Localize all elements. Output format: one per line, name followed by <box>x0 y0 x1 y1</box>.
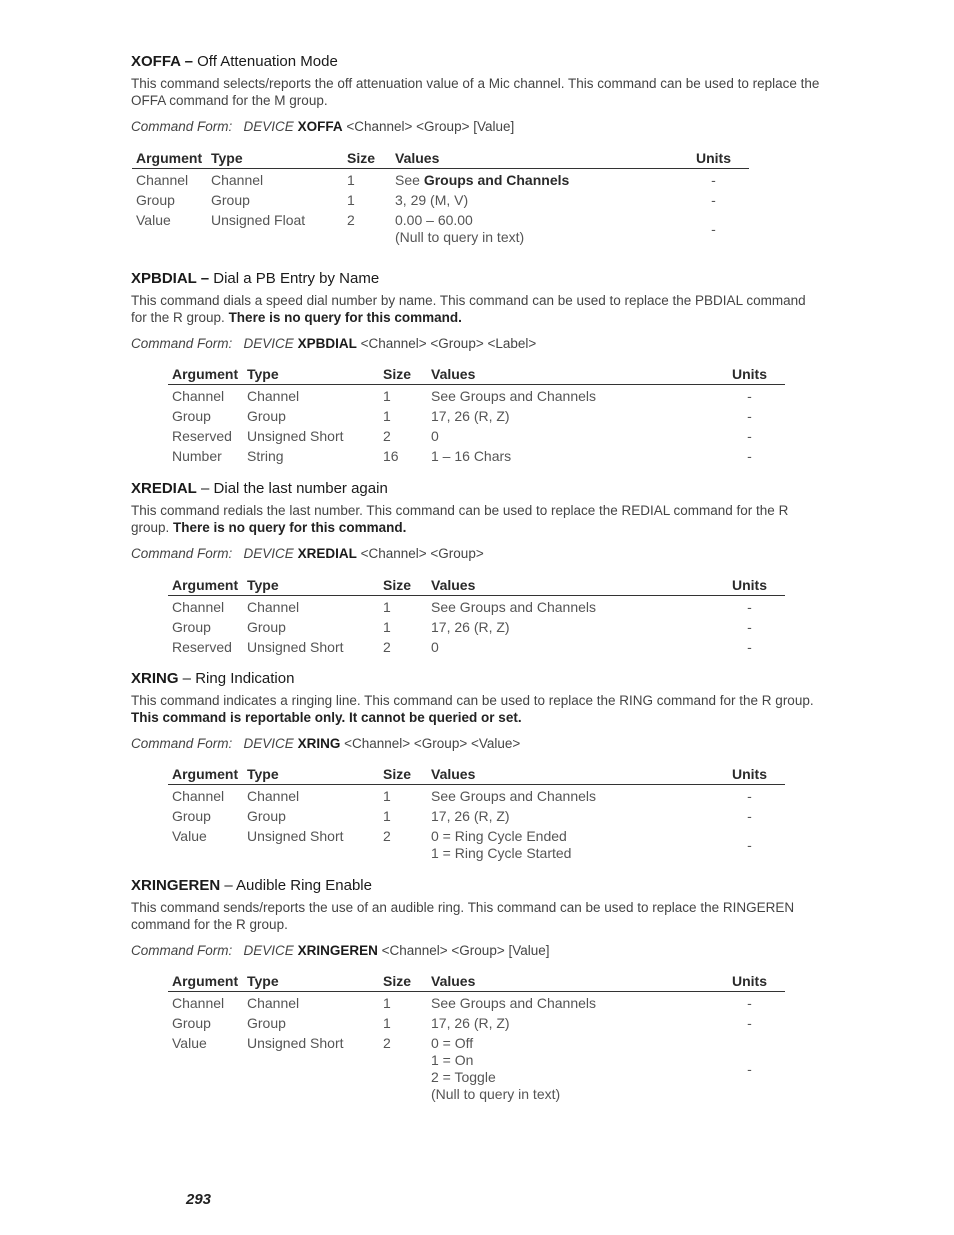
cell-size: 1 <box>383 599 391 615</box>
header-size: Size <box>379 577 427 596</box>
cell-units: - <box>747 836 752 853</box>
cell-argument: Value <box>172 1035 207 1051</box>
section-xringeren <box>131 877 831 959</box>
cell-argument: Group <box>172 808 211 824</box>
header-values: Values <box>391 150 674 169</box>
title-separator: – <box>178 670 196 687</box>
cell-values: See Groups and Channels <box>431 788 596 804</box>
command-form-device: DEVICE <box>243 119 294 134</box>
header-values: Values <box>427 366 710 385</box>
cell-values: See Groups and Channels <box>431 388 596 404</box>
cell-units: - <box>711 220 716 237</box>
cell-size: 1 <box>383 619 391 635</box>
header-values: Values <box>427 766 710 785</box>
header-argument: Argument <box>168 366 243 385</box>
command-form-args: <Channel> <Group> <Label> <box>360 336 537 351</box>
section-description <box>131 292 821 326</box>
cell-argument: Group <box>172 1015 211 1031</box>
table-row <box>168 785 785 809</box>
header-values: Values <box>427 577 710 596</box>
cell-size: 2 <box>347 212 355 228</box>
cell-type: Unsigned Short <box>247 1035 344 1051</box>
cell-units: - <box>747 808 752 824</box>
cell-type: Channel <box>247 388 300 404</box>
command-form-label: Command Form: <box>131 119 233 134</box>
header-size: Size <box>343 150 391 169</box>
header-argument: Argument <box>132 150 207 169</box>
argument-table-xredial <box>168 577 785 659</box>
command-form <box>131 942 831 959</box>
header-type: Type <box>243 973 379 992</box>
cell-type: Group <box>247 408 286 424</box>
cell-values: 17, 26 (R, Z) <box>431 1015 510 1031</box>
cell-size: 1 <box>347 172 355 188</box>
cell-argument: Group <box>172 408 211 424</box>
argument-table-xring <box>168 766 785 865</box>
command-form-args: <Channel> <Group> [Value] <box>381 943 550 958</box>
cell-values: 1 – 16 Chars <box>431 448 512 464</box>
command-form-command: XRING <box>297 736 341 751</box>
command-form-command: XREDIAL <box>297 546 357 561</box>
value-line: 2 = Toggle <box>431 1069 496 1085</box>
cell-type: Group <box>247 808 286 824</box>
header-units: Units <box>710 766 785 785</box>
table-row <box>132 169 749 193</box>
value-line: 0 = Off <box>431 1035 474 1051</box>
cell-type: String <box>247 448 284 464</box>
cell-units: - <box>747 388 752 404</box>
cell-size: 1 <box>383 388 391 404</box>
cell-argument: Number <box>172 448 222 464</box>
command-form-device: DEVICE <box>243 943 294 958</box>
table-row <box>168 385 785 409</box>
table-row <box>168 1035 785 1106</box>
command-form <box>131 735 831 752</box>
command-name: XOFFA <box>131 53 181 70</box>
cell-units: - <box>747 619 752 635</box>
cell-values: See Groups and Channels <box>431 995 596 1011</box>
cell-type: Unsigned Short <box>247 639 344 655</box>
cell-size: 16 <box>383 448 399 464</box>
table-row <box>168 428 785 448</box>
command-form-command: XPBDIAL <box>297 336 357 351</box>
header-argument: Argument <box>168 766 243 785</box>
description-note: There is no query for this command. <box>228 310 462 325</box>
command-form <box>131 118 831 135</box>
cell-size: 1 <box>383 788 391 804</box>
table-header-row <box>168 366 785 385</box>
header-type: Type <box>243 577 379 596</box>
title-separator: – <box>196 270 214 287</box>
command-form-device: DEVICE <box>243 736 294 751</box>
header-argument: Argument <box>168 577 243 596</box>
section-title <box>131 270 831 288</box>
cell-argument: Channel <box>172 599 225 615</box>
section-title <box>131 670 831 688</box>
command-form-args: <Channel> <Group> <Value> <box>344 736 521 751</box>
value-line: 1 = On <box>431 1052 474 1068</box>
cell-units: - <box>747 639 752 655</box>
cell-units: - <box>747 448 752 464</box>
header-units: Units <box>710 973 785 992</box>
header-size: Size <box>379 973 427 992</box>
cell-type: Channel <box>247 599 300 615</box>
table-row <box>168 808 785 828</box>
header-type: Type <box>207 150 343 169</box>
command-form-args: <Channel> <Group> <box>360 546 484 561</box>
cell-size: 2 <box>383 428 391 444</box>
table-row <box>168 639 785 659</box>
table-row <box>132 192 749 212</box>
title-separator: – <box>220 877 237 894</box>
command-form <box>131 545 831 562</box>
table-row <box>132 212 749 249</box>
description-note: There is no query for this command. <box>173 520 407 535</box>
cell-size: 1 <box>383 995 391 1011</box>
header-size: Size <box>379 766 427 785</box>
command-form-args: <Channel> <Group> [Value] <box>346 119 515 134</box>
cell-type: Channel <box>247 788 300 804</box>
description-text: This command redials the last number. This command can be used to replace the REDIAL command for the R group. <box>131 503 789 535</box>
cell-type: Unsigned Short <box>247 428 344 444</box>
header-size: Size <box>379 366 427 385</box>
cell-type: Channel <box>211 172 264 188</box>
command-subtitle: Off Attenuation Mode <box>197 53 338 70</box>
description-text: This command dials a speed dial number by name. This command can be used to replace the PBDIAL command for the R group. <box>131 293 806 325</box>
argument-table-xringeren <box>168 973 785 1106</box>
command-name: XREDIAL <box>131 480 197 497</box>
command-name: XRING <box>131 670 179 687</box>
cell-values <box>427 1035 710 1106</box>
table-row <box>168 828 785 865</box>
section-title <box>131 480 831 498</box>
title-separator: – <box>180 53 198 70</box>
table-row <box>168 619 785 639</box>
section-description <box>131 502 821 536</box>
section-xring <box>131 670 831 752</box>
command-form-device: DEVICE <box>243 546 294 561</box>
section-description <box>131 692 821 726</box>
argument-table-xoffa <box>132 150 749 249</box>
table-header-row <box>168 766 785 785</box>
command-form <box>131 335 831 352</box>
cell-argument: Group <box>172 619 211 635</box>
page-number: 293 <box>186 1191 212 1208</box>
cell-units: - <box>747 995 752 1011</box>
table-header-row <box>132 150 749 169</box>
cell-type: Group <box>211 192 250 208</box>
cell-type: Channel <box>247 995 300 1011</box>
command-name: XRINGEREN <box>131 877 221 894</box>
title-separator: – <box>196 480 214 497</box>
header-argument: Argument <box>168 973 243 992</box>
cell-values: 3, 29 (M, V) <box>395 192 469 208</box>
command-subtitle: Dial a PB Entry by Name <box>213 270 380 287</box>
value-line: 0 = Ring Cycle Ended <box>431 828 567 844</box>
cell-units: - <box>711 192 716 208</box>
cell-units: - <box>747 1060 752 1077</box>
cell-values: See Groups and Channels <box>395 172 570 188</box>
cell-argument: Channel <box>172 788 225 804</box>
cell-values: 0 <box>431 428 439 444</box>
command-form-label: Command Form: <box>131 943 233 958</box>
description-text: This command selects/reports the off attenuation value of a Mic channel. This command can be used to replace the OFFA command for the M group. <box>131 76 820 108</box>
section-xoffa <box>131 53 831 135</box>
cell-argument: Channel <box>136 172 189 188</box>
description-text: This command indicates a ringing line. This command can be used to replace the RING command for the R group. <box>131 693 814 708</box>
cell-units: - <box>747 788 752 804</box>
cell-units: - <box>747 1015 752 1031</box>
table-row <box>168 1015 785 1035</box>
value-line: 0.00 – 60.00 <box>395 212 473 228</box>
header-type: Type <box>243 366 379 385</box>
cell-argument: Channel <box>172 995 225 1011</box>
value-line: (Null to query in text) <box>395 229 525 245</box>
value-line: (Null to query in text) <box>431 1086 561 1102</box>
command-subtitle: Audible Ring Enable <box>236 877 372 894</box>
cell-units: - <box>747 408 752 424</box>
cell-size: 1 <box>383 808 391 824</box>
command-form-label: Command Form: <box>131 336 233 351</box>
header-units: Units <box>710 366 785 385</box>
command-form-command: XRINGEREN <box>297 943 378 958</box>
cell-argument: Value <box>172 828 207 844</box>
cell-size: 1 <box>347 192 355 208</box>
cell-values: 17, 26 (R, Z) <box>431 408 510 424</box>
command-form-label: Command Form: <box>131 546 233 561</box>
command-subtitle: Dial the last number again <box>213 480 388 497</box>
command-form-label: Command Form: <box>131 736 233 751</box>
command-name: XPBDIAL <box>131 270 197 287</box>
table-header-row <box>168 973 785 992</box>
header-units: Units <box>674 150 749 169</box>
cell-argument: Reserved <box>172 639 232 655</box>
cell-argument: Channel <box>172 388 225 404</box>
header-type: Type <box>243 766 379 785</box>
table-row <box>168 408 785 428</box>
header-units: Units <box>710 577 785 596</box>
command-subtitle: Ring Indication <box>195 670 295 687</box>
section-description <box>131 75 821 109</box>
cell-type: Unsigned Float <box>211 212 306 228</box>
cell-type: Group <box>247 619 286 635</box>
cell-units: - <box>747 599 752 615</box>
cell-units: - <box>747 428 752 444</box>
cell-values: See Groups and Channels <box>431 599 596 615</box>
description-note: This command is reportable only. It cannot be queried or set. <box>131 710 522 725</box>
cell-values <box>427 828 710 865</box>
section-title <box>131 53 831 71</box>
cell-argument: Reserved <box>172 428 232 444</box>
value-line: 1 = Ring Cycle Started <box>431 845 572 861</box>
cell-argument: Group <box>136 192 175 208</box>
cell-size: 2 <box>383 828 391 844</box>
cell-values: 0 <box>431 639 439 655</box>
section-description <box>131 899 821 933</box>
cell-type: Unsigned Short <box>247 828 344 844</box>
cell-size: 1 <box>383 1015 391 1031</box>
section-xpbdial <box>131 270 831 352</box>
command-form-device: DEVICE <box>243 336 294 351</box>
argument-table-xpbdial <box>168 366 785 468</box>
table-row <box>168 448 785 468</box>
cell-values: 17, 26 (R, Z) <box>431 808 510 824</box>
cell-values: 17, 26 (R, Z) <box>431 619 510 635</box>
section-title <box>131 877 831 895</box>
cell-size: 2 <box>383 639 391 655</box>
cell-units: - <box>711 172 716 188</box>
header-values: Values <box>427 973 710 992</box>
cell-type: Group <box>247 1015 286 1031</box>
command-form-command: XOFFA <box>297 119 343 134</box>
section-xredial <box>131 480 831 562</box>
table-header-row <box>168 577 785 596</box>
cell-size: 2 <box>383 1035 391 1051</box>
table-row <box>168 992 785 1016</box>
cell-size: 1 <box>383 408 391 424</box>
cell-values <box>391 212 674 249</box>
cell-argument: Value <box>136 212 171 228</box>
description-text: This command sends/reports the use of an audible ring. This command can be used to replace the RINGEREN command for the R group. <box>131 900 795 932</box>
table-row <box>168 596 785 620</box>
